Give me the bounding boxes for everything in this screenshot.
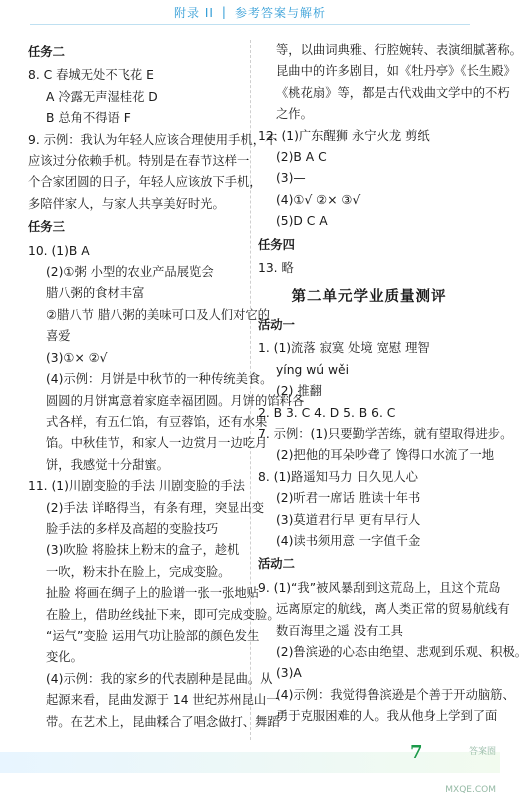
answer-line: 变化。 xyxy=(46,650,83,665)
answer-line: (4)示例：我觉得鲁滨逊是个善于开动脑筋、 xyxy=(276,687,515,702)
right-column-bottom xyxy=(258,315,527,728)
right-column xyxy=(258,40,527,728)
answer-line: 11. (1)川剧变脸的手法 川剧变脸的手法 xyxy=(28,479,245,494)
answer-line: (2)把他的耳朵吵聋了 馋得口水流了一地 xyxy=(276,448,495,463)
answer-line: 圆圆的月饼寓意着家庭幸福团圆。月饼的馅料各 xyxy=(46,393,305,408)
answer-line: 多陪伴家人，与家人共享美好时光。 xyxy=(28,196,225,211)
answer-line: 8. (1)路遥知马力 日久见人心 xyxy=(258,469,418,484)
answer-line: 13. 略 xyxy=(258,261,294,276)
answer-line: 式各样，有五仁馅，有豆蓉馅，还有水果 xyxy=(46,414,268,429)
answer-line: 9. (1)“我”被风暴刮到这荒岛上，且这个荒岛 xyxy=(258,580,501,595)
answer-line: 起源来看，昆曲发源于 14 世纪苏州昆山一 xyxy=(46,693,279,708)
answer-line: (4)①√ ②× ③√ xyxy=(276,192,361,207)
header-separator: | xyxy=(221,5,227,19)
header-title: 参考答案与解析 xyxy=(234,5,326,20)
answer-line: “运气”变脸 运用气功让脸部的颜色发生 xyxy=(46,628,260,643)
answer-line: 带。在艺术上，昆曲糅合了唱念做打、舞蹈 xyxy=(46,714,280,729)
answer-line: ②腊八节 腊八粥的美味可口及人们对它的 xyxy=(46,307,270,322)
answer-line: 喜爱 xyxy=(46,329,71,344)
section-heading: 活动一 xyxy=(258,317,295,332)
answer-line: 脸手法的多样及高超的变脸技巧 xyxy=(46,521,219,536)
page-header xyxy=(0,0,500,24)
page-number: 7 xyxy=(410,742,423,763)
answer-line: A 冷露无声湿桂花 D xyxy=(46,89,158,104)
answer-line: (3)①× ②√ xyxy=(46,350,108,365)
header-appendix: 附录 II xyxy=(174,5,214,20)
answer-line: yíng wú wěi xyxy=(276,362,350,377)
answer-line: 之作。 xyxy=(276,107,313,122)
answer-line: B 总角不得语 F xyxy=(46,111,131,126)
answer-line: 1. (1)流落 寂寞 处境 宽慰 理智 xyxy=(258,341,430,356)
answer-line: 昆曲中的许多剧目，如《牡丹亭》《长生殿》 xyxy=(276,64,516,79)
answer-line: 7. 示例：(1)只要勤学苦练，就有望取得进步。 xyxy=(258,426,513,441)
answer-line: 应该过分依赖手机。特别是在春节这样一 xyxy=(28,154,250,169)
answer-line: 远离原定的航线，离人类正常的贸易航线有 xyxy=(276,602,510,617)
answer-line: 2. B 3. C 4. D 5. B 6. C xyxy=(258,405,396,420)
answer-line: (2)手法 详略得当，有条有理，突显出变 xyxy=(46,500,265,515)
answer-line: (4)读书须用意 一字值千金 xyxy=(276,533,421,548)
answer-line: 数百海里之遥 没有工具 xyxy=(276,623,403,638)
section-heading: 活动二 xyxy=(258,557,295,572)
answer-line: 8. C 春城无处不飞花 E xyxy=(28,68,154,83)
unit-title: 第二单元学业质量测评 xyxy=(291,289,447,306)
answer-line: (2)①粥 小型的农业产品展览会 xyxy=(46,265,214,280)
answer-line: (4)示例：我的家乡的代表剧种是昆曲。从 xyxy=(46,671,273,686)
answer-line: (3)莫道君行早 更有早行人 xyxy=(276,512,421,527)
answer-line: (2)听君一席话 胜读十年书 xyxy=(276,491,421,506)
right-column-top xyxy=(258,40,522,279)
answer-line: 馅。中秋佳节，和家人一边赏月一边吃月 xyxy=(46,436,268,451)
answer-line: (4)示例：月饼是中秋节的一种传统美食。 xyxy=(46,372,273,387)
header-rule xyxy=(30,24,470,25)
section-heading: 任务四 xyxy=(258,237,295,252)
answer-line: (2)鲁滨逊的心态由绝望、悲观到乐观、积极。 xyxy=(276,644,527,659)
answer-line: 12. (1)广东醒狮 永宁火龙 剪纸 xyxy=(258,128,430,143)
answer-line: (2) 推翻 xyxy=(276,384,322,399)
answer-line: (3)吹脸 将脸抹上粉末的盒子，趁机 xyxy=(46,543,240,558)
answer-line: (5)D C A xyxy=(276,214,328,229)
answer-line: 扯脸 将画在绸子上的脸谱一张一张地贴 xyxy=(46,586,259,601)
answer-line: 等，以曲词典雅、行腔婉转、表演细腻著称。 xyxy=(276,43,522,57)
section-heading: 任务三 xyxy=(28,220,65,235)
answer-line: 10. (1)B A xyxy=(28,243,90,258)
answer-line: 9. 示例：我认为年轻人应该合理使用手机，不 xyxy=(28,132,278,147)
section-heading: 任务二 xyxy=(28,45,65,59)
answer-line: (2)B A C xyxy=(276,150,327,165)
answer-line: 《桃花扇》等，都是古代戏曲文学中的不朽 xyxy=(276,85,510,100)
answer-line: 个合家团圆的日子，年轻人应该放下手机， xyxy=(28,175,262,190)
answer-line: 一吹，粉末扑在脸上，完成变脸。 xyxy=(46,564,231,579)
answer-line: 腊八粥的食材丰富 xyxy=(46,286,145,301)
answer-line: 勇于克服困难的人。我从他身上学到了面 xyxy=(276,709,498,724)
answer-line: (3)A xyxy=(276,666,302,681)
answer-line: 在脸上，借助丝线扯下来，即可完成变脸。 xyxy=(46,607,280,622)
answer-line: (3)— xyxy=(276,171,306,186)
answer-line: 饼，我感觉十分甜蜜。 xyxy=(46,457,169,472)
watermark-logo: 答案圈 MXQE.COM xyxy=(445,747,496,795)
